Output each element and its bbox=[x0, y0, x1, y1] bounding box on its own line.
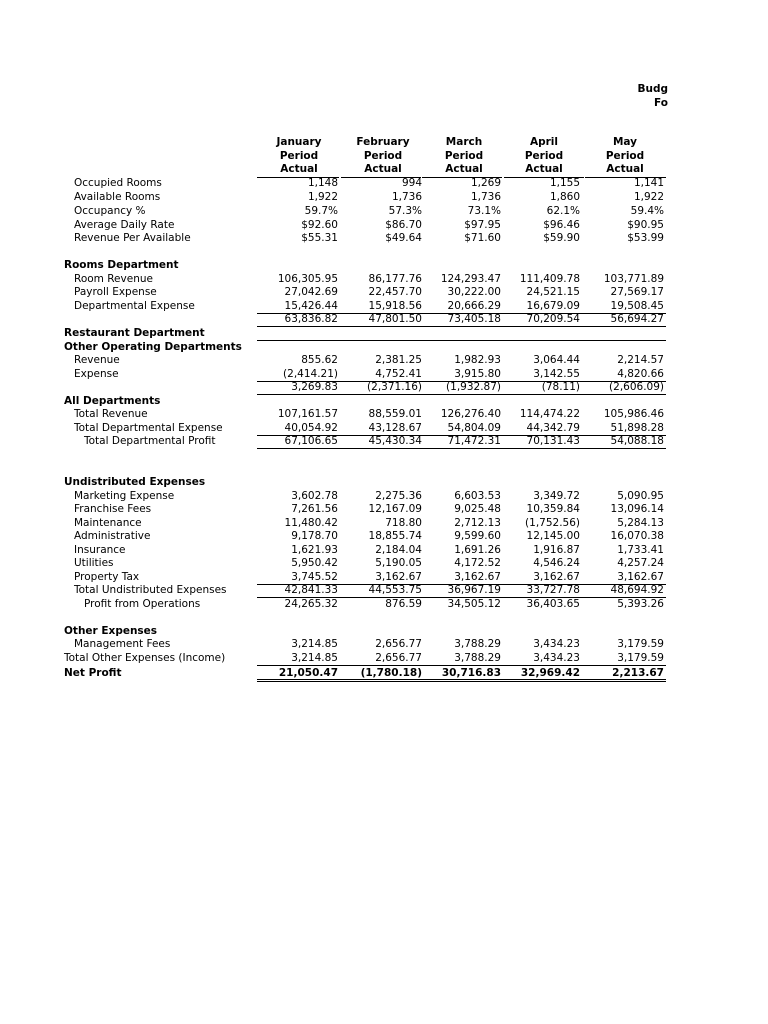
column-header-period: Period bbox=[279, 149, 319, 162]
cell-may: 56,694.27 bbox=[610, 313, 664, 325]
row-label-total-revenue: Total Revenue bbox=[74, 408, 148, 420]
cell-march: 3,788.29 bbox=[454, 652, 501, 664]
column-header-month: January bbox=[276, 136, 322, 148]
cell-march: 124,293.47 bbox=[440, 273, 501, 285]
row-label-expense: Expense bbox=[74, 368, 119, 380]
cell-january: 106,305.95 bbox=[277, 273, 338, 285]
cell-march: 1,691.26 bbox=[454, 544, 501, 556]
row-label-total-undistributed-expenses: Total Undistributed Expenses bbox=[74, 584, 227, 596]
divider bbox=[257, 448, 666, 449]
column-header-period: Period bbox=[363, 149, 403, 162]
section-heading-undistributed-expenses: Undistributed Expenses bbox=[64, 476, 206, 488]
cell-april: 111,409.78 bbox=[519, 273, 580, 285]
cell-january: 67,106.65 bbox=[284, 435, 338, 447]
cell-may: (2,606.09) bbox=[609, 381, 664, 393]
cell-january: 9,178.70 bbox=[291, 530, 338, 542]
cell-april: 33,727.78 bbox=[526, 584, 580, 596]
cell-january: 3,214.85 bbox=[291, 638, 338, 650]
cell-march: 126,276.40 bbox=[440, 408, 501, 420]
cell-may: 48,694.92 bbox=[610, 584, 664, 596]
cell-april: 3,162.67 bbox=[533, 571, 580, 583]
cell-february: 3,162.67 bbox=[375, 571, 422, 583]
cell-february: 15,918.56 bbox=[368, 300, 422, 312]
column-header-period: Period bbox=[444, 149, 484, 162]
cell-january: 3,269.83 bbox=[291, 381, 338, 393]
cell-may: $90.95 bbox=[627, 219, 664, 231]
cell-january: 855.62 bbox=[301, 354, 338, 366]
cell-april: 70,131.43 bbox=[526, 435, 580, 447]
cell-march: $97.95 bbox=[464, 219, 501, 231]
cell-march: 1,736 bbox=[470, 191, 501, 203]
cell-february: $49.64 bbox=[385, 232, 422, 244]
cell-january: 63,836.82 bbox=[284, 313, 338, 325]
cell-february: 718.80 bbox=[385, 517, 422, 529]
cell-february: 57.3% bbox=[388, 205, 422, 217]
cell-january: 11,480.42 bbox=[284, 517, 338, 529]
column-header-month: May bbox=[612, 136, 638, 148]
cell-may: 2,214.57 bbox=[617, 354, 664, 366]
cell-march: 30,716.83 bbox=[441, 667, 501, 679]
row-label-profit-from-operations: Profit from Operations bbox=[84, 598, 201, 610]
cell-march: (1,932.87) bbox=[446, 381, 501, 393]
cell-may: 1,733.41 bbox=[617, 544, 664, 556]
column-header-month: March bbox=[445, 136, 483, 148]
row-label-total-departmental-expense: Total Departmental Expense bbox=[74, 422, 223, 434]
cell-february: (1,780.18) bbox=[360, 667, 422, 679]
cell-january: 27,042.69 bbox=[284, 286, 338, 298]
cell-april: 44,342.79 bbox=[526, 422, 580, 434]
cell-march: 9,599.60 bbox=[454, 530, 501, 542]
row-label-administrative: Administrative bbox=[74, 530, 151, 542]
row-label-revenue-per-available: Revenue Per Available bbox=[74, 232, 191, 244]
cell-march: 73,405.18 bbox=[447, 313, 501, 325]
cell-march: 4,172.52 bbox=[454, 557, 501, 569]
section-heading-other-operating-departments: Other Operating Departments bbox=[64, 341, 242, 353]
cell-april: 3,064.44 bbox=[533, 354, 580, 366]
cell-april: 1,860 bbox=[549, 191, 580, 203]
cell-february: 876.59 bbox=[385, 598, 422, 610]
cell-january: 3,214.85 bbox=[291, 652, 338, 664]
cell-april: 12,145.00 bbox=[526, 530, 580, 542]
row-label-total-other-expenses: Total Other Expenses (Income) bbox=[64, 652, 226, 664]
cell-may: 1,141 bbox=[633, 177, 664, 189]
cell-march: 36,967.19 bbox=[447, 584, 501, 596]
cell-february: 44,553.75 bbox=[368, 584, 422, 596]
cell-may: 3,179.59 bbox=[617, 652, 664, 664]
cell-may: 27,569.17 bbox=[610, 286, 664, 298]
cell-february: 12,167.09 bbox=[368, 503, 422, 515]
cell-may: 59.4% bbox=[630, 205, 664, 217]
column-header-may bbox=[583, 136, 667, 177]
column-header-february bbox=[341, 136, 425, 177]
cell-march: $71.60 bbox=[464, 232, 501, 244]
cell-january: 40,054.92 bbox=[284, 422, 338, 434]
cell-february: 2,275.36 bbox=[375, 490, 422, 502]
cell-january: 1,922 bbox=[307, 191, 338, 203]
cell-may: 5,393.26 bbox=[617, 598, 664, 610]
row-label-management-fees: Management Fees bbox=[74, 638, 171, 650]
column-header-period: Period bbox=[524, 149, 564, 162]
divider bbox=[257, 584, 666, 585]
cell-march: 3,915.80 bbox=[454, 368, 501, 380]
cell-january: 107,161.57 bbox=[277, 408, 338, 420]
cell-april: 3,434.23 bbox=[533, 652, 580, 664]
cell-april: (1,752.56) bbox=[525, 517, 580, 529]
cell-january: 7,261.56 bbox=[291, 503, 338, 515]
cell-march: 71,472.31 bbox=[447, 435, 501, 447]
column-header-month: February bbox=[356, 136, 410, 148]
cell-march: 2,712.13 bbox=[454, 517, 501, 529]
divider bbox=[257, 665, 666, 666]
divider bbox=[257, 340, 666, 341]
section-heading-other-expenses: Other Expenses bbox=[64, 625, 158, 637]
cell-march: 30,222.00 bbox=[447, 286, 501, 298]
divider bbox=[422, 177, 502, 178]
cell-february: 45,430.34 bbox=[368, 435, 422, 447]
cell-february: 2,656.77 bbox=[375, 638, 422, 650]
cell-may: $53.99 bbox=[627, 232, 664, 244]
cell-april: $59.90 bbox=[543, 232, 580, 244]
cell-february: 86,177.76 bbox=[368, 273, 422, 285]
row-label-maintenance: Maintenance bbox=[74, 517, 142, 529]
cell-january: 21,050.47 bbox=[278, 667, 338, 679]
cell-april: (78.11) bbox=[541, 381, 580, 393]
double-underline bbox=[257, 679, 666, 682]
cell-april: $96.46 bbox=[543, 219, 580, 231]
row-label-revenue: Revenue bbox=[74, 354, 120, 366]
cell-may: 5,284.13 bbox=[617, 517, 664, 529]
cell-february: $86.70 bbox=[385, 219, 422, 231]
cell-may: 4,257.24 bbox=[617, 557, 664, 569]
row-label-franchise-fees: Franchise Fees bbox=[74, 503, 152, 515]
cell-april: 32,969.42 bbox=[520, 667, 580, 679]
column-header-actual: Actual bbox=[445, 163, 483, 175]
row-label-utilities: Utilities bbox=[74, 557, 114, 569]
cell-february: 18,855.74 bbox=[368, 530, 422, 542]
cell-february: 2,656.77 bbox=[375, 652, 422, 664]
divider bbox=[341, 177, 421, 178]
section-heading-restaurant-department: Restaurant Department bbox=[64, 327, 205, 339]
cell-january: 3,602.78 bbox=[291, 490, 338, 502]
cell-april: 1,916.87 bbox=[533, 544, 580, 556]
cell-january: 1,148 bbox=[307, 177, 338, 189]
cell-january: $55.31 bbox=[301, 232, 338, 244]
cell-may: 3,179.59 bbox=[617, 638, 664, 650]
cell-march: 6,603.53 bbox=[454, 490, 501, 502]
report-title-fragment: Budg bbox=[637, 83, 668, 95]
cell-march: 3,788.29 bbox=[454, 638, 501, 650]
cell-march: 9,025.48 bbox=[454, 503, 501, 515]
cell-february: 5,190.05 bbox=[375, 557, 422, 569]
cell-february: (2,371.16) bbox=[367, 381, 422, 393]
cell-february: 88,559.01 bbox=[368, 408, 422, 420]
cell-may: 13,096.14 bbox=[610, 503, 664, 515]
report-subtitle-fragment: Fo bbox=[654, 97, 668, 109]
row-label-property-tax: Property Tax bbox=[74, 571, 140, 583]
column-header-month: April bbox=[529, 136, 559, 148]
divider bbox=[504, 177, 584, 178]
cell-april: 3,434.23 bbox=[533, 638, 580, 650]
cell-march: 54,804.09 bbox=[447, 422, 501, 434]
cell-january: 24,265.32 bbox=[284, 598, 338, 610]
cell-april: 10,359.84 bbox=[526, 503, 580, 515]
divider bbox=[257, 394, 666, 395]
cell-may: 16,070.38 bbox=[610, 530, 664, 542]
cell-april: 36,403.65 bbox=[526, 598, 580, 610]
column-header-actual: Actual bbox=[525, 163, 563, 175]
cell-february: 4,752.41 bbox=[375, 368, 422, 380]
cell-january: 3,745.52 bbox=[291, 571, 338, 583]
row-label-occupied-rooms: Occupied Rooms bbox=[74, 177, 162, 189]
divider bbox=[257, 435, 666, 436]
cell-march: 1,982.93 bbox=[454, 354, 501, 366]
cell-may: 103,771.89 bbox=[603, 273, 664, 285]
cell-february: 43,128.67 bbox=[368, 422, 422, 434]
cell-february: 2,184.04 bbox=[375, 544, 422, 556]
cell-march: 34,505.12 bbox=[447, 598, 501, 610]
row-label-room-revenue: Room Revenue bbox=[74, 273, 153, 285]
column-header-april bbox=[502, 136, 586, 177]
cell-february: 22,457.70 bbox=[368, 286, 422, 298]
cell-january: (2,414.21) bbox=[283, 368, 338, 380]
row-label-payroll-expense: Payroll Expense bbox=[74, 286, 157, 298]
cell-january: 5,950.42 bbox=[291, 557, 338, 569]
cell-march: 73.1% bbox=[467, 205, 501, 217]
cell-april: 3,142.55 bbox=[533, 368, 580, 380]
cell-january: $92.60 bbox=[301, 219, 338, 231]
cell-january: 59.7% bbox=[304, 205, 338, 217]
divider bbox=[257, 177, 339, 178]
cell-january: 42,841.33 bbox=[284, 584, 338, 596]
column-header-period: Period bbox=[605, 149, 645, 162]
cell-april: 1,155 bbox=[549, 177, 580, 189]
row-label-occupancy: Occupancy % bbox=[74, 205, 146, 217]
cell-april: 114,474.22 bbox=[519, 408, 580, 420]
column-header-actual: Actual bbox=[364, 163, 402, 175]
divider bbox=[585, 177, 666, 178]
cell-may: 5,090.95 bbox=[617, 490, 664, 502]
cell-march: 1,269 bbox=[470, 177, 501, 189]
cell-january: 1,621.93 bbox=[291, 544, 338, 556]
cell-may: 105,986.46 bbox=[603, 408, 664, 420]
cell-may: 51,898.28 bbox=[610, 422, 664, 434]
divider bbox=[257, 313, 666, 314]
row-label-net-profit: Net Profit bbox=[64, 667, 122, 679]
row-label-departmental-expense: Departmental Expense bbox=[74, 300, 195, 312]
row-label-marketing-expense: Marketing Expense bbox=[74, 490, 175, 502]
section-heading-rooms-department: Rooms Department bbox=[64, 259, 179, 271]
divider bbox=[257, 326, 666, 327]
cell-april: 62.1% bbox=[546, 205, 580, 217]
cell-april: 4,546.24 bbox=[533, 557, 580, 569]
cell-april: 3,349.72 bbox=[533, 490, 580, 502]
cell-march: 3,162.67 bbox=[454, 571, 501, 583]
row-label-insurance: Insurance bbox=[74, 544, 126, 556]
column-header-january bbox=[257, 136, 341, 177]
cell-may: 3,162.67 bbox=[617, 571, 664, 583]
cell-april: 24,521.15 bbox=[526, 286, 580, 298]
row-label-available-rooms: Available Rooms bbox=[74, 191, 161, 203]
row-label-total-departmental-profit: Total Departmental Profit bbox=[84, 435, 216, 447]
cell-february: 994 bbox=[401, 177, 422, 189]
cell-january: 15,426.44 bbox=[284, 300, 338, 312]
cell-may: 19,508.45 bbox=[610, 300, 664, 312]
cell-april: 16,679.09 bbox=[526, 300, 580, 312]
column-header-actual: Actual bbox=[280, 163, 318, 175]
column-header-actual: Actual bbox=[606, 163, 644, 175]
cell-may: 2,213.67 bbox=[612, 667, 664, 679]
cell-may: 1,922 bbox=[633, 191, 664, 203]
cell-may: 4,820.66 bbox=[617, 368, 664, 380]
cell-april: 70,209.54 bbox=[526, 313, 580, 325]
divider bbox=[257, 381, 666, 382]
cell-may: 54,088.18 bbox=[610, 435, 664, 447]
cell-march: 20,666.29 bbox=[447, 300, 501, 312]
cell-february: 47,801.50 bbox=[368, 313, 422, 325]
row-label-average-daily-rate: Average Daily Rate bbox=[74, 219, 175, 231]
divider bbox=[257, 597, 666, 598]
cell-february: 2,381.25 bbox=[375, 354, 422, 366]
column-header-march bbox=[422, 136, 506, 177]
section-heading-all-departments: All Departments bbox=[64, 395, 161, 407]
cell-february: 1,736 bbox=[391, 191, 422, 203]
